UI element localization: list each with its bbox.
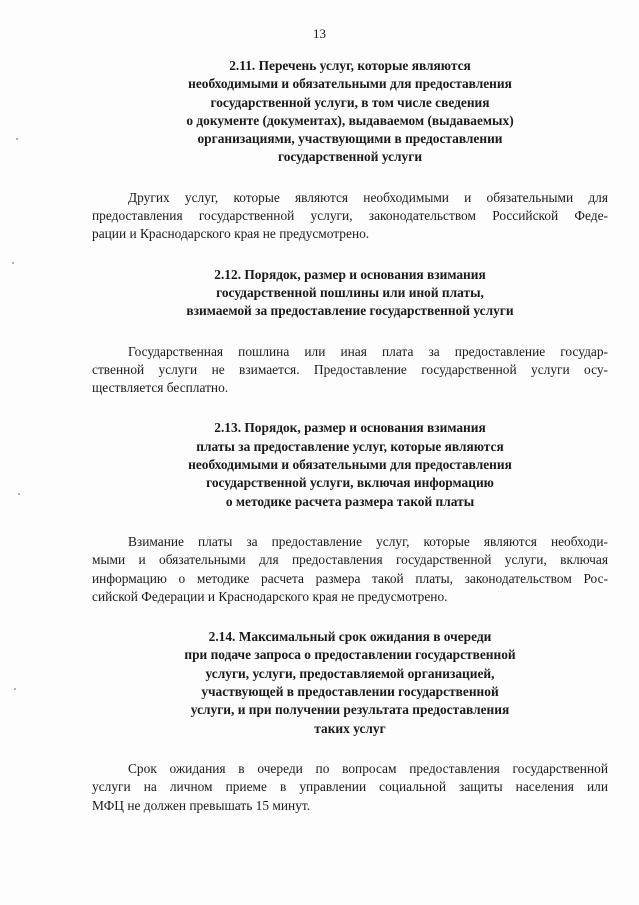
paragraph-line: сийской Федерации и Краснодарского края не предусмотрено. [92, 588, 448, 604]
page-number: 13 [313, 26, 326, 41]
section-paragraph-2-13 [92, 533, 608, 606]
paragraph-line: рации и Краснодарского края не предусмотрено. [92, 226, 370, 242]
paragraph-line: услуги на личном приеме в управлении социальной защиты населения или [92, 779, 608, 795]
heading-line: услуги, услуги, предоставляемой организацией, [205, 665, 495, 681]
paragraph-line: ществляется бесплатно. [92, 380, 229, 396]
heading-line: организациями, участвующими в предоставлении [197, 131, 503, 147]
heading-line: о документе (документах), выдаваемом (выдаваемых) [186, 112, 514, 128]
paragraph-line: мыми и обязательными для предоставления государственной услуги, включая [92, 552, 608, 568]
section-paragraph-2-14 [92, 760, 608, 815]
scan-speck [16, 138, 18, 140]
section-heading-2-14 [92, 628, 608, 738]
heading-line: государственной услуги, включая информацию [206, 475, 494, 491]
heading-line: участвующей в предоставлении государственной [201, 684, 499, 700]
heading-line: необходимыми и обязательными для предоставления [188, 76, 512, 92]
scan-speck [12, 262, 14, 264]
paragraph-line: Взимание платы за предоставление услуг, которые являются необходи- [128, 533, 608, 549]
paragraph-line: ственной услуги не взимается. Предоставление государственной услуги осу- [92, 361, 608, 377]
scan-speck [14, 688, 16, 690]
heading-line: услуги, и при получении результата предоставления [190, 702, 510, 718]
page-content [92, 57, 608, 815]
heading-line: 2.14. Максимальный срок ожидания в очереди [208, 629, 492, 645]
section-heading-2-13 [92, 419, 608, 510]
heading-line: таких услуг [314, 720, 386, 736]
paragraph-line: информацию о методике расчета размера такой платы, законодательством Рос- [92, 570, 608, 586]
scan-speck [18, 493, 20, 495]
heading-line: взимаемой за предоставление государственной услуги [186, 303, 514, 319]
heading-line: при подаче запроса о предоставлении государственной [184, 647, 516, 663]
heading-line: необходимыми и обязательными для предоставления [188, 457, 512, 473]
paragraph-line: Срок ожидания в очереди по вопросам предоставления государственной [128, 760, 608, 776]
section-paragraph-2-11 [92, 189, 608, 244]
paragraph-line: Государственная пошлина или иная плата за предоставление государ- [128, 343, 608, 359]
paragraph-line: МФЦ не должен превышать 15 минут. [92, 797, 311, 813]
heading-line: 2.12. Порядок, размер и основания взимания [214, 266, 486, 282]
section-heading-2-12 [92, 266, 608, 321]
heading-line: 2.13. Порядок, размер и основания взимания [214, 420, 486, 436]
heading-line: государственной услуги, в том числе сведения [210, 94, 490, 110]
paragraph-line: Других услуг, которые являются необходимыми и обязательными для [128, 189, 608, 205]
heading-line: государственной услуги [277, 149, 423, 165]
section-heading-2-11 [92, 57, 608, 167]
heading-line: платы за предоставление услуг, которые являются [196, 438, 504, 454]
heading-line: государственной пошлины или иной платы, [216, 284, 484, 300]
heading-line: 2.11. Перечень услуг, которые являются [229, 58, 471, 73]
heading-line: о методике расчета размера такой платы [225, 493, 475, 509]
paragraph-line: предоставления государственной услуги, законодательством Российской Феде- [92, 208, 608, 224]
section-paragraph-2-12 [92, 343, 608, 398]
